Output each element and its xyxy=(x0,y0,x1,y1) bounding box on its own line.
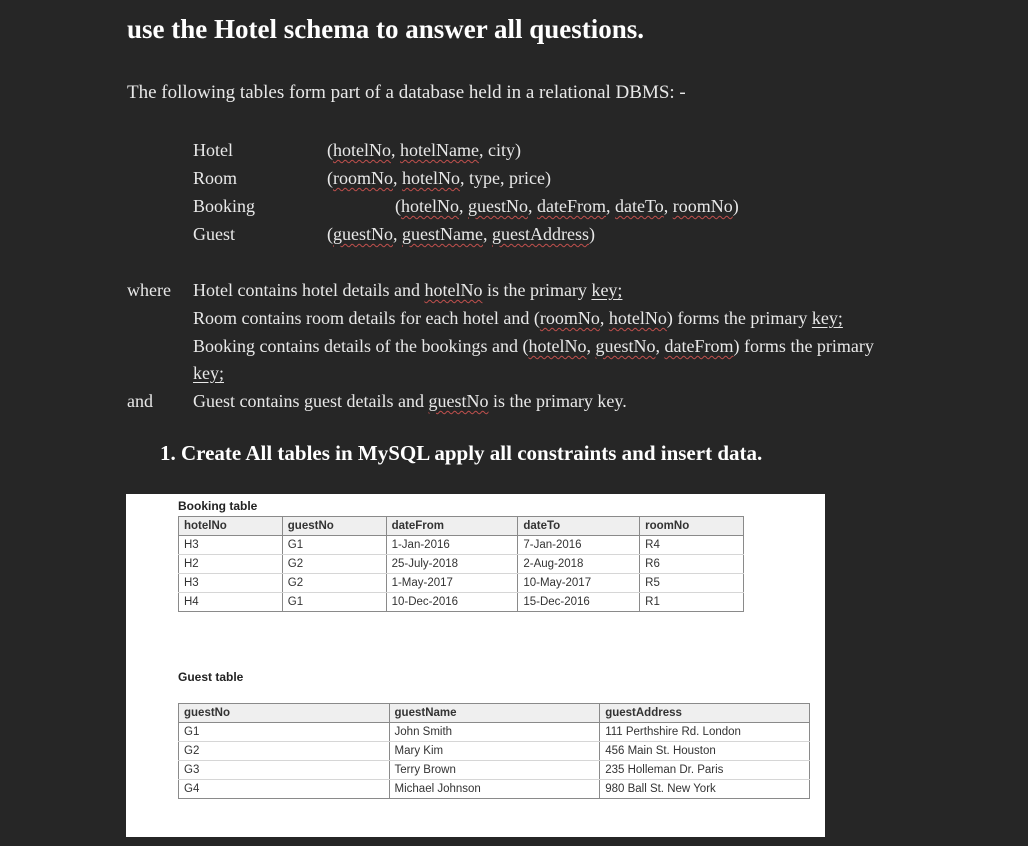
table-cell: 7-Jan-2016 xyxy=(518,536,640,555)
table-cell: Michael Johnson xyxy=(389,780,600,799)
tables-panel xyxy=(126,494,825,837)
booking-col-header: roomNo xyxy=(640,517,744,536)
booking-col-header: hotelNo xyxy=(179,517,283,536)
table-cell: 456 Main St. Houston xyxy=(600,742,810,761)
table-cell: 1-Jan-2016 xyxy=(386,536,518,555)
table-cell: G4 xyxy=(179,780,390,799)
schema-booking-name: Booking xyxy=(193,196,256,216)
table-cell: 10-Dec-2016 xyxy=(386,593,518,612)
table-row xyxy=(179,780,810,799)
table-row xyxy=(179,742,810,761)
guest-col-header: guestName xyxy=(389,704,600,723)
table-cell: R1 xyxy=(640,593,744,612)
table-cell: 25-July-2018 xyxy=(386,555,518,574)
where-line-hotel: Hotel contains hotel details and hotelNo is the primary key; xyxy=(193,280,623,300)
table-cell: 980 Ball St. New York xyxy=(600,780,810,799)
guest-col-header: guestNo xyxy=(179,704,390,723)
table-cell: G2 xyxy=(282,555,386,574)
table-cell: H3 xyxy=(179,536,283,555)
schema-guest-attrs: (guestNo, guestName, guestAddress) xyxy=(327,224,595,244)
table-cell: H2 xyxy=(179,555,283,574)
table-cell: G2 xyxy=(179,742,390,761)
schema-room-attrs: (roomNo, hotelNo, type, price) xyxy=(327,168,551,188)
where-line-guest: Guest contains guest details and guestNo is the primary key. xyxy=(193,391,627,411)
booking-col-header: guestNo xyxy=(282,517,386,536)
schema-guest-name: Guest xyxy=(193,224,235,244)
table-row xyxy=(179,536,744,555)
where-line-booking: Booking contains details of the bookings and (hotelNo, guestNo, dateFrom) forms the primary xyxy=(193,336,874,356)
table-cell: R4 xyxy=(640,536,744,555)
table-row xyxy=(179,723,810,742)
schema-hotel-attrs: (hotelNo, hotelName, city) xyxy=(327,140,521,160)
booking-col-header: dateTo xyxy=(518,517,640,536)
where-line-room: Room contains room details for each hotel and (roomNo, hotelNo) forms the primary key; xyxy=(193,308,843,328)
table-cell: 10-May-2017 xyxy=(518,574,640,593)
table-row xyxy=(179,593,744,612)
question-1: 1. Create All tables in MySQL apply all constraints and insert data. xyxy=(160,441,763,465)
guest-col-header: guestAddress xyxy=(600,704,810,723)
booking-table-title: Booking table xyxy=(178,499,258,513)
table-cell: R6 xyxy=(640,555,744,574)
table-cell: G3 xyxy=(179,761,390,780)
table-cell: H3 xyxy=(179,574,283,593)
table-cell: 1-May-2017 xyxy=(386,574,518,593)
schema-booking-attrs: (hotelNo, guestNo, dateFrom, dateTo, roomNo) xyxy=(395,196,739,216)
guest-header-row xyxy=(179,704,810,723)
table-cell: John Smith xyxy=(389,723,600,742)
where-label: where xyxy=(127,280,171,300)
page-heading: use the Hotel schema to answer all questions. xyxy=(127,14,644,44)
booking-table xyxy=(178,516,744,612)
table-cell: 15-Dec-2016 xyxy=(518,593,640,612)
table-cell: 111 Perthshire Rd. London xyxy=(600,723,810,742)
schema-room-name: Room xyxy=(193,168,238,188)
table-cell: H4 xyxy=(179,593,283,612)
table-cell: 235 Holleman Dr. Paris xyxy=(600,761,810,780)
booking-header-row xyxy=(179,517,744,536)
table-cell: G1 xyxy=(282,593,386,612)
table-row xyxy=(179,574,744,593)
table-cell: R5 xyxy=(640,574,744,593)
table-cell: Terry Brown xyxy=(389,761,600,780)
table-cell: G1 xyxy=(179,723,390,742)
table-cell: G2 xyxy=(282,574,386,593)
guest-table-title: Guest table xyxy=(178,670,244,684)
and-label: and xyxy=(127,391,153,411)
table-row xyxy=(179,761,810,780)
table-cell: 2-Aug-2018 xyxy=(518,555,640,574)
table-row xyxy=(179,555,744,574)
where-line-booking-cont: key; xyxy=(193,363,224,383)
intro-text: The following tables form part of a database held in a relational DBMS: - xyxy=(127,82,686,103)
schema-hotel-name: Hotel xyxy=(193,140,233,160)
guest-table xyxy=(178,703,810,799)
table-cell: G1 xyxy=(282,536,386,555)
table-cell: Mary Kim xyxy=(389,742,600,761)
booking-col-header: dateFrom xyxy=(386,517,518,536)
